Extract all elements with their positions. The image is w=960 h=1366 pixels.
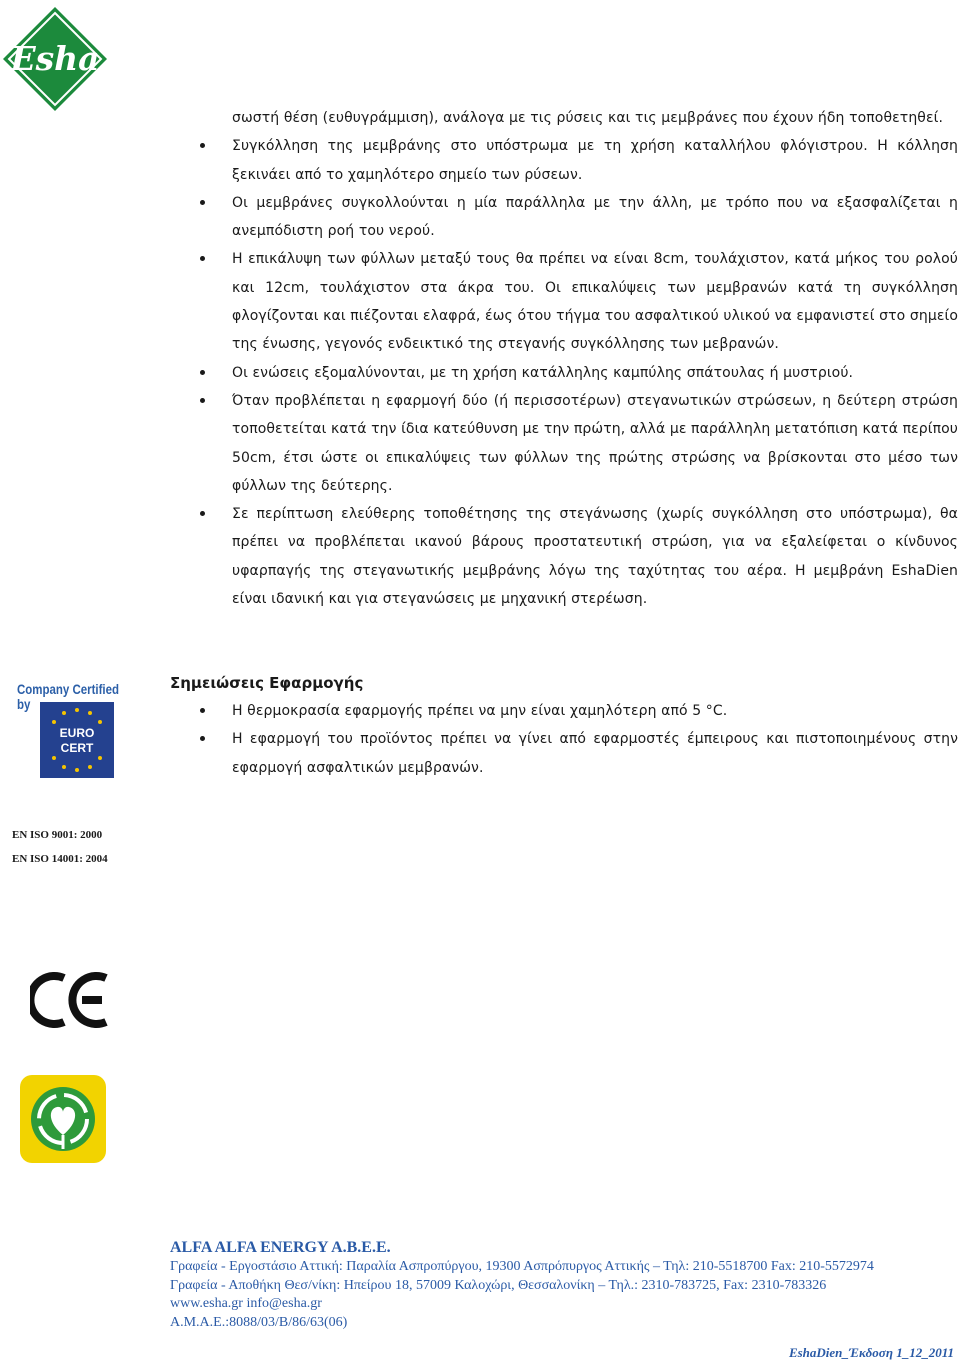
- eurocert-logo: [40, 702, 114, 778]
- list-item: Οι ενώσεις εξομαλύνονται, με τη χρήση κατάλληλης καμπύλης σπάτουλας ή μυστριού.: [200, 359, 958, 387]
- eurocert-line2: CERT: [60, 741, 94, 755]
- instruction-list: [200, 104, 958, 613]
- iso-14001: EN ISO 14001: 2004: [12, 853, 108, 865]
- company-footer: [170, 1238, 874, 1332]
- footer-registration: Α.Μ.Α.Ε.:8088/03/Β/86/63(06): [170, 1314, 348, 1330]
- document-edition: EshaDien_Έκδοση 1_12_2011: [788, 1345, 954, 1360]
- list-item: Η εφαρμογή του προϊόντος πρέπει να γίνει από εφαρμοστές έμπειρους και πιστοποιημένους στην εφαρμογή ασφαλτικών μεμβρανών.: [200, 725, 958, 782]
- esha-logo: [0, 4, 110, 114]
- list-item: Σε περίπτωση ελεύθερης τοποθέτησης της στεγάνωσης (χωρίς συγκόλληση στο υπόστρωμα), θα πρέπει να προβλέπεται ικανού βάρους προστατευτική στρώση, για να εξαλείφεται ο κίνδυνος υφαρπαγής της στεγανωτικής μεμβράνης λόγω της ταχύτητας του αέρα. Η μεμβράνη EshaDien είναι ιδανική και για στεγανώσεις με μηχανική στερέωση.: [200, 500, 958, 613]
- list-item: Όταν προβλέπεται η εφαρμογή δύο (ή περισσοτέρων) στεγανωτικών στρώσεων, η δεύτερη στρώση τοποθετείται κατά την ίδια κατεύθυνση με την πρώτη, αλλά με παράλληλη μετατόπιση κατά περίπου 50cm, έτσι ώστε οι επικαλύψεις των φύλλων της πρώτης στρώσης να βρίσκονται στο μέσο των φύλλων της δεύτερης.: [200, 387, 958, 500]
- list-item: Η θερμοκρασία εφαρμογής πρέπει να μην είναι χαμηλότερη από 5 °C.: [200, 697, 958, 725]
- footer-address-thessaloniki: Γραφεία - Αποθήκη Θεσ/νίκη: Ηπείρου 18, 57009 Καλοχώρι, Θεσσαλονίκη – Τηλ.: 2310-783725, Fax: 2310-783326: [170, 1277, 827, 1293]
- iso-9001: EN ISO 9001: 2000: [12, 829, 103, 841]
- company-name: ALFA ALFA ENERGY A.B.E.E.: [170, 1239, 391, 1256]
- list-item: Η επικάλυψη των φύλλων μεταξύ τους θα πρέπει να είναι 8cm, τουλάχιστον, κατά μήκος του ρολού και 12cm, τουλάχιστον στα άκρα του. Οι επικαλύψεις των μεμβρανών κατά τη συγκόλληση φλογίζονται και πιέζονται ελαφρά, έως ότου τήγμα του ασφαλτικού υλικού να εμφανιστεί στο σημείο της ένωσης, γεγονός ενδεικτικό της στεγανής συγκόλλησης των μεβρανών.: [200, 245, 958, 358]
- ce-mark-icon: [30, 970, 110, 1030]
- logo-wordmark: Esha: [10, 39, 100, 78]
- footer-contact: www.esha.gr info@esha.gr: [170, 1296, 322, 1311]
- notes-section: [200, 697, 958, 782]
- certified-label: Company Certified by: [17, 682, 120, 712]
- list-item: Οι μεμβράνες συγκολλούνται η μία παράλληλα με την άλλη, με τρόπο που να εξασφαλίζεται η ανεμπόδιστη ροή του νερού.: [200, 189, 958, 246]
- footer-address-attica: Γραφεία - Εργοστάσιο Αττική: Παραλία Ασπροπύργου, 19300 Ασπρόπυργος Αττικής – Τηλ: 210-5518700 Fax: 210-5572974: [170, 1259, 874, 1274]
- eurocert-line1: EURO: [59, 726, 95, 740]
- notes-heading: Σημειώσεις Εφαρμογής: [170, 674, 364, 692]
- eco-recycle-icon: [20, 1075, 106, 1163]
- instructions-section: [200, 104, 958, 613]
- list-item: Συγκόλληση της μεμβράνης στο υπόστρωμα με τη χρήση καταλλήλου φλόγιστρου. Η κόλληση ξεκινάει από το χαμηλότερο σημείο των ρύσεων.: [200, 132, 958, 189]
- notes-list: [200, 697, 958, 782]
- list-item: σωστή θέση (ευθυγράμμιση), ανάλογα με τις ρύσεις και τις μεμβράνες που έχουν ήδη τοποθετηθεί.: [232, 110, 944, 126]
